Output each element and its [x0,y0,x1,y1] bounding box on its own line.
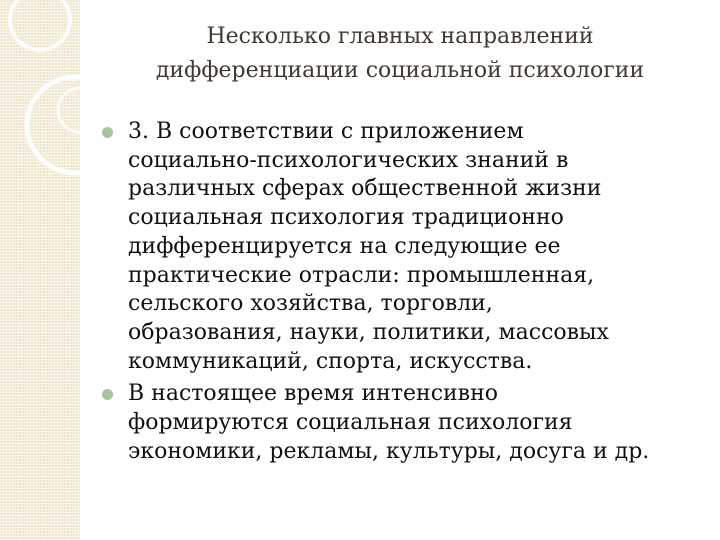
bullet-text-line: практические отрасли: промышленная, [128,262,595,288]
bullet-text-line: 3. В соответствии с приложением [128,119,524,144]
bullet-marker-icon [102,127,113,138]
bullet-item [128,380,708,466]
bullet-marker-icon [102,389,113,400]
bullet-text-line: образования, науки, политики, массовых [128,319,609,345]
bullet-item [128,118,708,376]
bullet-text-line: формируются социальная психология [128,410,573,436]
slide-body [128,118,708,470]
bullet-text-line: социальная психология традиционно [128,205,564,231]
decorative-side-panel [0,0,80,540]
decorative-circles-icon [0,0,80,540]
bullet-text-line: сельского хозяйства, торговли, [128,291,493,317]
bullet-text-line: социально-психологических знаний в [128,147,569,173]
bullet-text-line: различных сферах общественной жизни [128,176,602,202]
bullet-text-line: В настоящее время интенсивно [128,381,498,407]
title-line: Несколько главных направлений [206,24,594,49]
bullet-text-line: дифференцируется на следующие ее [128,233,561,259]
title-line: дифференциации социальной психологии [155,58,645,83]
bullet-text-line: экономики, рекламы, культуры, досуга и др. [128,438,650,464]
bullet-text-line: коммуникаций, спорта, искусства. [128,348,533,374]
slide-title [100,20,700,88]
